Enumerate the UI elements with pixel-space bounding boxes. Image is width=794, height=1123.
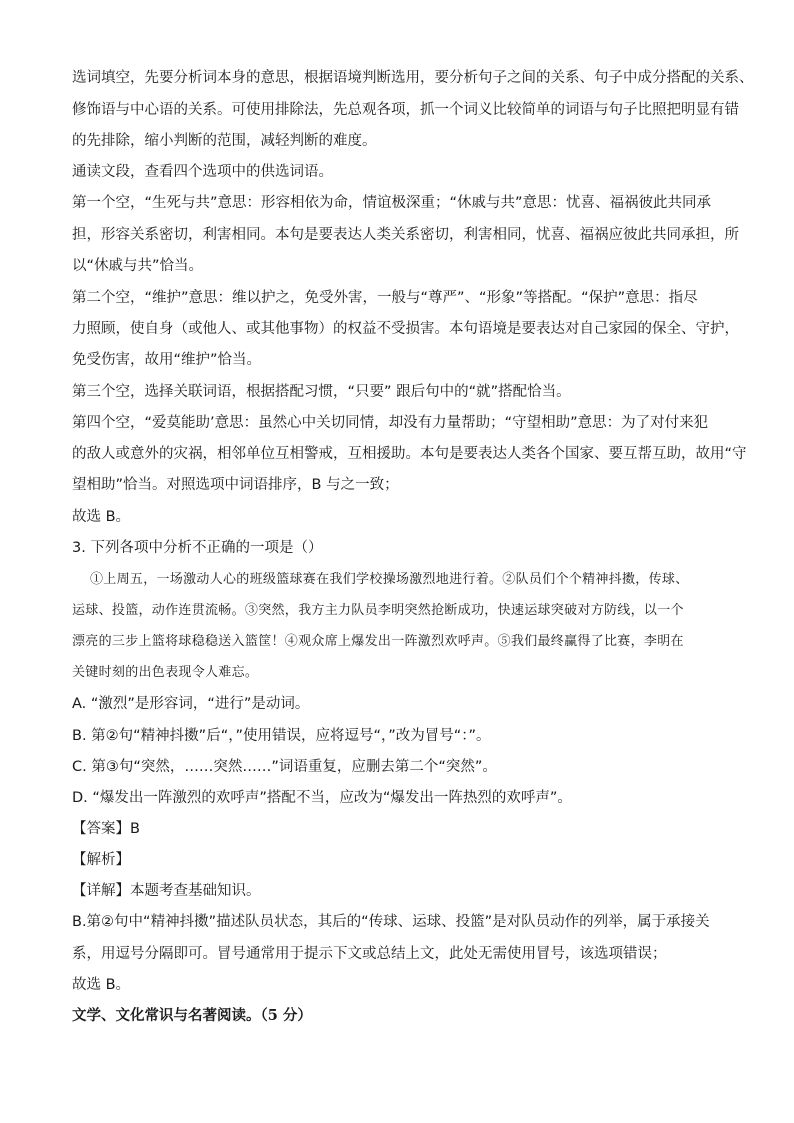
- text-line: 以“休戚与共”恰当。: [72, 258, 204, 274]
- text-line: 望相助”恰当。对照选项中词语排序，B 与之一致；: [72, 477, 399, 493]
- option-a: A. “激烈”是形容词，“进行”是动词。: [72, 696, 310, 712]
- option-b: B. 第②句“精神抖擞”后“，”使用错误，应将逗号“，”改为冒号“：”。: [72, 728, 491, 744]
- analysis-tag: 【解析】: [72, 852, 130, 868]
- text-line: 第二个空，“维护”意思：维以护之，免受外害，一般与“尊严”、“形象”等搭配。“保护”意思：指尽: [72, 290, 698, 306]
- passage-line: 运球、投篮，动作连贯流畅。③突然，我方主力队员李明突然抢断成功，快速运球突破对方防线，以一个: [72, 603, 684, 618]
- text-line: 第三个空，选择关联词语，根据搭配习惯，“只要” 跟后句中的“就”搭配恰当。: [72, 384, 571, 400]
- text-line: 选词填空，先要分析词本身的意思，根据语境判断选用，要分析句子之间的关系、句子中成分搭配的关系、: [72, 70, 754, 86]
- detail-line: [72, 881, 261, 901]
- text-line: 故选 B。: [72, 509, 131, 525]
- answer-tag: 【答案】: [72, 821, 130, 837]
- detail-text-line: 系，用逗号分隔即可。冒号通常用于提示下文或总结上文，此处无需使用冒号，该选项错误；: [72, 946, 667, 962]
- text-line: 力照顾，使自身（或他人、或其他事物）的权益不受损害。本句语境是要表达对自己家园的保全、守护，: [72, 321, 739, 337]
- passage-line: 漂亮的三步上篮将球稳稳送入篮筐！④观众席上爆发出一阵激烈欢呼声。⑤我们最终赢得了比赛，李明在: [72, 634, 684, 649]
- text-line: 担，形容关系密切，利害相同。本句是要表达人类关系密切，利害相同，忧喜、福祸应彼此共同承担，所: [72, 227, 739, 243]
- text-line: 第一个空，“生死与共”意思：形容相依为命，情谊极深重；“休戚与共”意思：忧喜、福祸彼此共同承: [72, 195, 712, 211]
- section-heading: 文学、文化常识与名著阅读。（5 分）: [72, 1007, 312, 1024]
- passage-line: 关键时刻的出色表现令人难忘。: [72, 665, 259, 680]
- passage-line: ①上周五，一场激动人心的班级篮球赛在我们学校操场激烈地进行着。②队员们个个精神抖擞，传球、: [90, 572, 689, 587]
- question-stem: 3. 下列各项中分析不正确的一项是（）: [72, 540, 323, 556]
- text-line: 免受伤害，故用“维护”恰当。: [72, 352, 262, 368]
- answer-line: [72, 819, 140, 839]
- text-line: 的敌人或意外的灾祸，相邻单位互相警戒，互相援助。本句是要表达人类各个国家、要互帮互助，故用“守: [72, 446, 747, 462]
- detail-text-line: B.第②句中“精神抖擞”描述队员状态，其后的“传球、运球、投篮”是对队员动作的列举，属于承接关: [72, 914, 710, 930]
- text-line: 第四个空，“爱莫能助’意思：虽然心中关切同情，却没有力量帮助；“守望相助”意思：为了对付来犯: [72, 415, 709, 431]
- option-d: D. “爆发出一阵激烈的欢呼声”搭配不当，应改为“爆发出一阵热烈的欢呼声”。: [72, 790, 572, 806]
- text-line: 通读文段，查看四个选项中的供选词语。: [72, 164, 333, 180]
- option-c: C. 第③句“突然，……突然……”词语重复，应删去第二个“突然”。: [72, 759, 497, 775]
- text-line: 的先排除，缩小判断的范围，减轻判断的难度。: [72, 133, 377, 149]
- detail-intro: 本题考查基础知识。: [130, 883, 261, 899]
- answer-value: B: [130, 821, 140, 837]
- text-line: 修饰语与中心语的关系。可使用排除法，先总观各项，抓一个词义比较简单的词语与句子比照把明显有错: [72, 102, 739, 118]
- detail-tag: 【详解】: [72, 883, 130, 899]
- detail-text-line: 故选 B。: [72, 977, 131, 993]
